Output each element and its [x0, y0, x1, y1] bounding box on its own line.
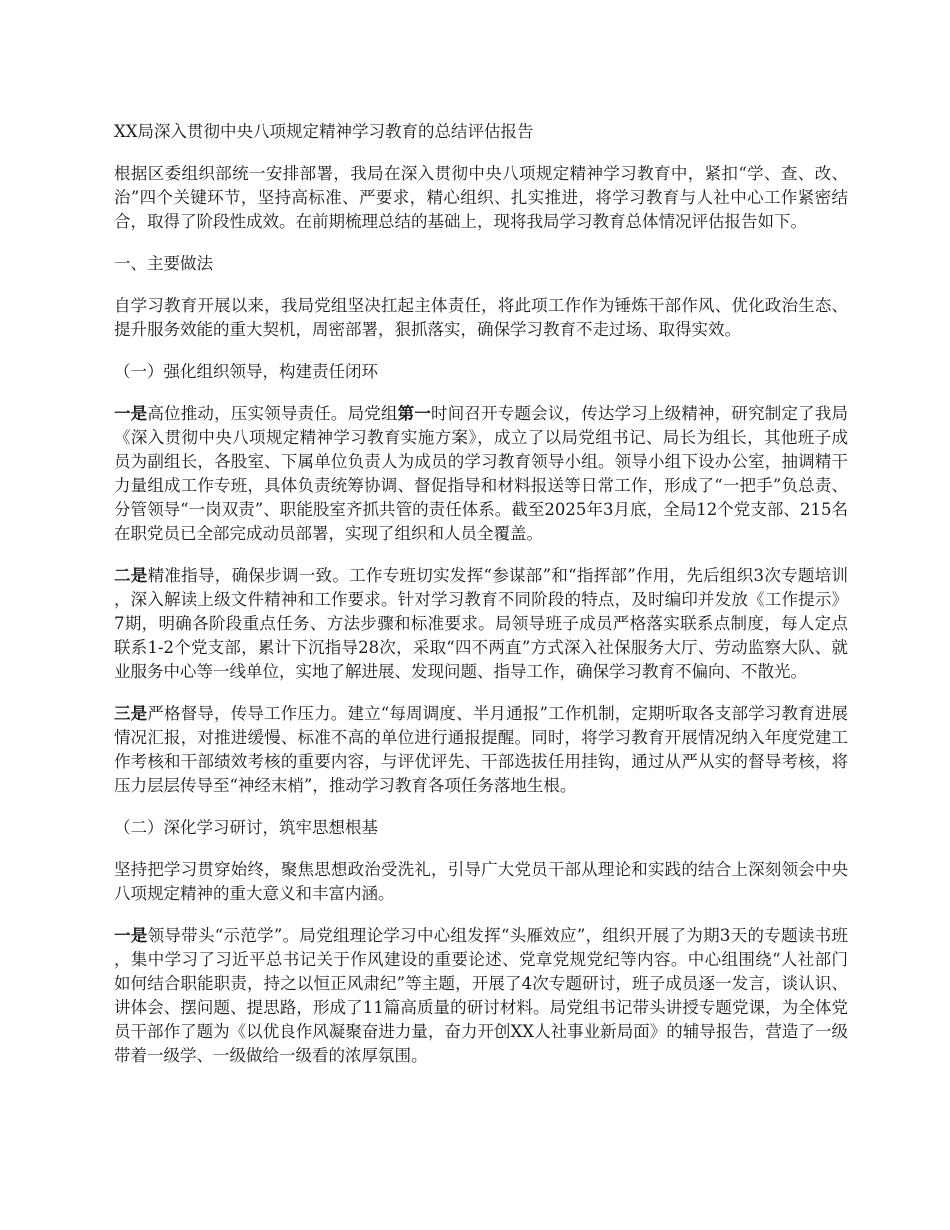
point-text: 严格督导，传导工作压力。建立“每周调度、半月通报”工作机制，定期听取各支部学习教育进展情况汇报，对推进缓慢、标准不高的单位进行通报提醒。同时，将学习教育开展情况纳入年度党建工作考核和干部绩效考核的重要内容，与评优评先、干部选拔任用挂钩，通过从严从实的督导考核，将压力层层传导至“神经末梢”，推动学习教育各项任务落地生根。 [114, 704, 849, 795]
point-lead: 三是 [114, 704, 148, 723]
point-text: 时间召开专题会议，传达学习上级精神，研究制定了我局《深入贯彻中央八项规定精神学习教育实施方案》，成立了以局党组书记、局长为组长，其他班子成员为副组长，各股室、下属单位负责人为成员的学习教育领导小组。领导小组下设办公室，抽调精干力量组成工作专班，具体负责统筹协调、督促指导和材料报送等日常工作，形成了“一把手”负总责、分管领导“一岗双责”、职能股室齐抓共管的责任体系。截至2025年3月底，全局12个党支部、215名在职党员已全部完成动员部署，实现了组织和人员全覆盖。 [114, 404, 849, 543]
point-lead: 二是 [114, 566, 148, 585]
paragraph-study-point-1 [114, 924, 848, 1068]
intro-paragraph: 根据区委组织部统一安排部署，我局在深入贯彻中央八项规定精神学习教育中，紧扣“学、查、改、治”四个关键环节，坚持高标准、严要求，精心组织、扎实推进，将学习教育与人社中心工作紧密结合，取得了阶段性成效。在前期梳理总结的基础上，现将我局学习教育总体情况评估报告如下。 [114, 164, 848, 231]
bold-emphasis: 第一 [397, 404, 432, 423]
document-page [114, 120, 848, 1086]
subsection-heading-study: （二）深化学习研讨，筑牢思想根基 [114, 818, 378, 837]
paragraph-point-3 [114, 702, 848, 798]
point-lead: 一是 [114, 926, 148, 945]
point-text: 高位推动，压实领导责任。局党组 [147, 404, 398, 423]
point-text: 精准指导，确保步调一致。工作专班切实发挥“参谋部”和“指挥部”作用，先后组织3次专题培训，深入解读上级文件精神和工作要求。针对学习教育不同阶段的特点，及时编印并发放《工作提示》7期，明确各阶段重点任务、方法步骤和标准要求。局领导班子成员严格落实联系点制度，每人定点联系1-2个党支部，累计下沉指导28次，采取“四不两直”方式深入社保服务大厅、劳动监察大队、就业服务中心等一线单位，实地了解进展、发现问题、指导工作，确保学习教育不偏向、不散光。 [114, 566, 848, 681]
point-lead: 一是 [114, 404, 148, 423]
section-intro-paragraph: 自学习教育开展以来，我局党组坚决扛起主体责任，将此项工作作为锤炼干部作风、优化政治生态、提升服务效能的重大契机，周密部署，狠抓落实，确保学习教育不走过场、取得实效。 [114, 296, 848, 339]
paragraph-point-2 [114, 564, 848, 684]
section-heading-main-practices: 一、主要做法 [114, 254, 213, 273]
subsection-heading-organization: （一）强化组织领导，构建责任闭环 [114, 362, 378, 381]
subsection-intro-paragraph: 坚持把学习贯穿始终，聚焦思想政治受洗礼，引导广大党员干部从理论和实践的结合上深刻领会中央八项规定精神的重大意义和丰富内涵。 [114, 860, 848, 903]
paragraph-point-1 [114, 402, 848, 546]
document-title: XX局深入贯彻中央八项规定精神学习教育的总结评估报告 [114, 122, 534, 141]
point-text: 领导带头“示范学”。局党组理论学习中心组发挥“头雁效应”，组织开展了为期3天的专题读书班，集中学习了习近平总书记关于作风建设的重要论述、党章党规党纪等内容。中心组围绕“人社部门如何结合职能职责，持之以恒正风肃纪”等主题，开展了4次专题研讨，班子成员逐一发言，谈认识、讲体会、摆问题、提思路，形成了11篇高质量的研讨材料。局党组书记带头讲授专题党课，为全体党员干部作了题为《以优良作风凝聚奋进力量，奋力开创XX人社事业新局面》的辅导报告，营造了一级带着一级学、一级做给一级看的浓厚氛围。 [114, 926, 848, 1065]
